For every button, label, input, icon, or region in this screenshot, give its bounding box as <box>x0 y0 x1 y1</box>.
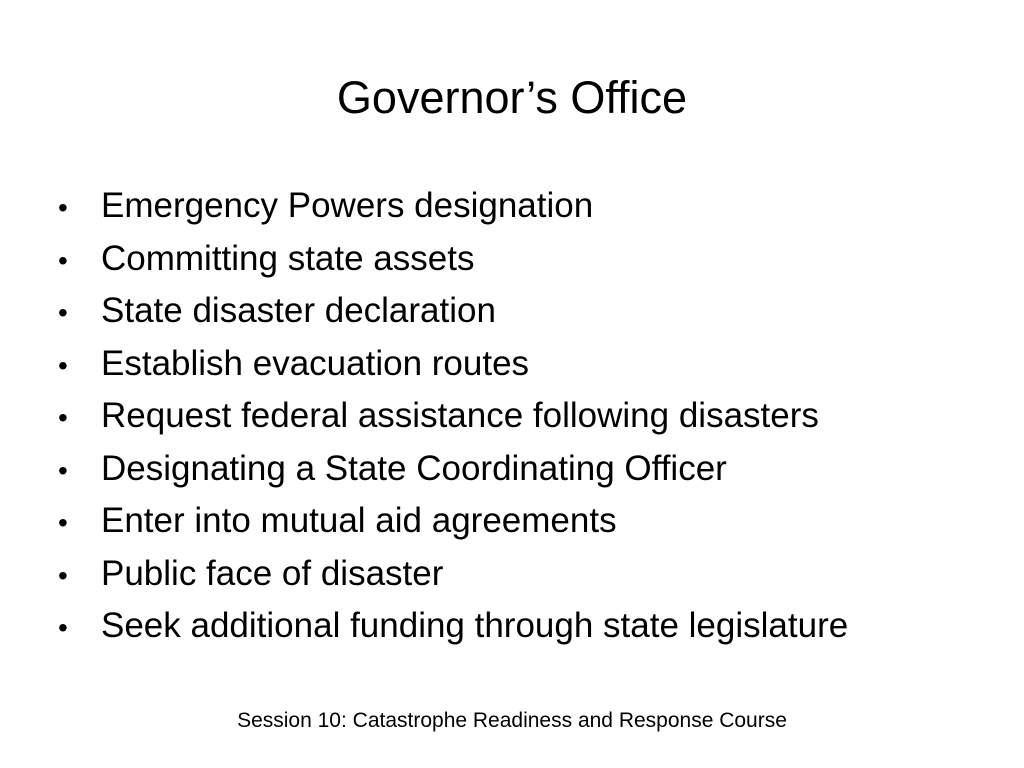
list-item <box>58 600 848 653</box>
slide-footer: Session 10: Catastrophe Readiness and Response Course <box>237 709 787 732</box>
list-item <box>58 233 848 286</box>
bullet-icon: • <box>58 349 68 381</box>
bullet-icon: • <box>58 192 68 223</box>
list-item-text: Designating a State Coordinating Officer <box>101 448 727 488</box>
bullet-list <box>58 180 848 653</box>
bullet-icon: • <box>58 297 68 328</box>
bullet-icon: • <box>58 507 68 538</box>
list-item-text: Establish evacuation routes <box>101 343 530 383</box>
list-item-text: Request federal assistance following disasters <box>101 396 819 435</box>
list-item-text: Public face of disaster <box>101 553 444 593</box>
list-item <box>58 338 848 391</box>
bullet-icon: • <box>58 454 68 486</box>
list-item <box>58 180 848 233</box>
list-item-text: Enter into mutual aid agreements <box>101 501 617 540</box>
bullet-icon: • <box>58 244 68 276</box>
list-item <box>58 495 848 548</box>
bullet-icon: • <box>58 612 68 643</box>
list-item <box>58 548 848 601</box>
list-item-text: Committing state assets <box>101 238 475 278</box>
list-item-text: Seek additional funding through state legislature <box>101 606 849 645</box>
bullet-icon: • <box>58 559 68 591</box>
list-item <box>58 390 848 443</box>
slide-title: Governor’s Office <box>336 72 688 123</box>
list-item <box>58 285 848 338</box>
list-item <box>58 443 848 496</box>
bullet-icon: • <box>58 402 68 433</box>
list-item-text: State disaster declaration <box>101 291 496 330</box>
list-item-text: Emergency Powers designation <box>101 186 594 225</box>
